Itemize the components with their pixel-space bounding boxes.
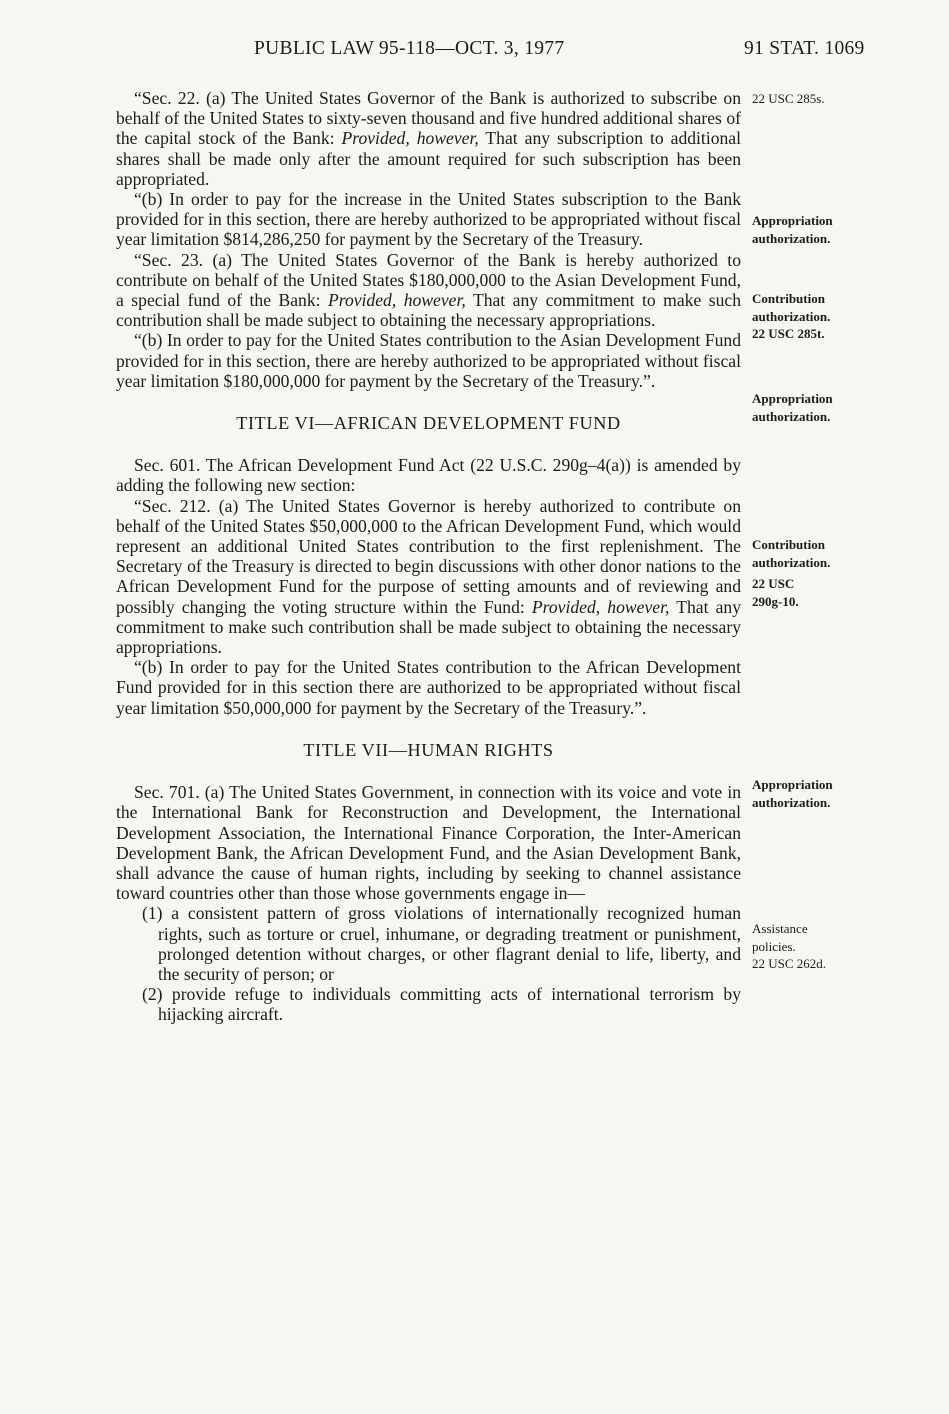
margin-note-line: authorization.	[752, 794, 831, 810]
margin-note-line: Appropriation	[752, 213, 833, 228]
margin-note-appropriation-1	[752, 212, 902, 247]
section-23-b: “(b) In order to pay for the United States contribution to the Asian Development Fund provided for in this section, there are hereby authorized to be appropriated without fiscal year limitation $180,000,000 for payment by the Secretary of the Treasury.”.	[116, 330, 741, 391]
clause-2: (2) provide refuge to individuals committing acts of international terrorism by hijacking aircraft.	[142, 984, 741, 1025]
section-22-a	[116, 88, 741, 189]
section-23-a-tail: That any commitment to make such contribution shall be made subject to obtaining the necessary appropriations.	[116, 290, 741, 331]
proviso-italic: Provided, however,	[341, 128, 479, 149]
margin-note-line: 22 USC 285s.	[752, 91, 825, 106]
section-23-a-text: “Sec. 23. (a) The United States Governor of the Bank is hereby authorized to contribute on behalf of the United States $180,000,000 to the Asian Development Fund, a special fund of the Bank:	[116, 249, 741, 311]
title-vi-heading: TITLE VI—AFRICAN DEVELOPMENT FUND	[236, 413, 621, 434]
section-212-a	[116, 496, 741, 658]
margin-note-line: authorization.	[752, 308, 831, 324]
section-212-b: “(b) In order to pay for the United States contribution to the African Development Fund provided for in this section there are authorized to be appropriated without fiscal year limitation $50,000,000 for payment by the Secretary of the Treasury.”.	[116, 657, 741, 718]
section-22-a-tail: That any subscription to additional shares shall be made only after the amount required for such subscription has been appropriated.	[116, 128, 742, 189]
margin-note-contribution-1	[752, 290, 902, 343]
margin-note-line: Appropriation	[752, 391, 833, 406]
proviso-italic: Provided, however,	[328, 290, 466, 311]
margin-note-appropriation-2	[752, 390, 902, 425]
margin-note-line: authorization.	[752, 230, 831, 246]
margin-note-assistance-policies	[752, 920, 902, 973]
section-701: Sec. 701. (a) The United States Government, in connection with its voice and vote in the International Bank for Reconstruction and Development, the International Development Association, the International Finance Corporation, the Inter-American Development Bank, the African Development Fund, and the Asian Development Bank, shall advance the cause of human rights, including by seeking to channel assistance toward countries other than those whose governments engage in—	[116, 782, 741, 904]
margin-note-line: Assistance	[752, 921, 808, 936]
margin-note-line: Appropriation	[752, 777, 833, 792]
page-header	[116, 38, 886, 66]
section-22-b: “(b) In order to pay for the increase in the United States subscription to the Bank provided for in this section, there are hereby authorized to be appropriated without fiscal year limitation $814,286,250 for payment by the Secretary of the Treasury.	[116, 189, 741, 250]
section-212-a-text: “Sec. 212. (a) The United States Governor is hereby authorized to contribute on behalf of the United States $50,000,000 to the African Development Fund, which would represent an additional United States contribution to the first replenishment. The Secretary of the Treasury is directed to begin discussions with other donor nations to the African Development Fund for the purpose of setting amounts and of reviewing and possibly changing the voting structure within the Fund:	[116, 495, 741, 617]
margin-note-line: 22 USC 262d.	[752, 956, 827, 971]
proviso-italic: Provided, however,	[531, 596, 670, 617]
margin-note-line: policies.	[752, 938, 796, 954]
page-body	[116, 88, 741, 1025]
margin-note-contribution-2	[752, 536, 902, 610]
margin-note-line: 22 USC	[752, 576, 795, 591]
section-212-a-tail: That any commitment to make such contribution shall be made subject to obtaining the necessary appropriations.	[116, 596, 742, 658]
margin-note-appropriation-3	[752, 776, 902, 811]
section-601: Sec. 601. The African Development Fund Act (22 U.S.C. 290g–4(a)) is amended by adding the following new section:	[116, 455, 741, 496]
header-stat-citation: 91 STAT. 1069	[744, 38, 865, 59]
margin-note-line: 290g-10.	[752, 593, 799, 609]
margin-note-22-usc-285s	[752, 90, 902, 108]
clause-1: (1) a consistent pattern of gross violations of internationally recognized human rights, such as torture or cruel, inhumane, or degrading treatment or punishment, prolonged detention without charges, or other flagrant denial to life, liberty, and the security of person; or	[142, 903, 741, 984]
margin-note-line: 22 USC 285t.	[752, 326, 825, 341]
header-title: PUBLIC LAW 95-118—OCT. 3, 1977	[254, 38, 565, 59]
margin-note-line: Contribution	[752, 291, 825, 306]
margin-note-line: authorization.	[752, 408, 831, 424]
title-vii-heading: TITLE VII—HUMAN RIGHTS	[303, 739, 554, 760]
margin-note-line: Contribution	[752, 537, 825, 552]
section-22-a-text: “Sec. 22. (a) The United States Governor of the Bank is authorized to subscribe on behalf of the United States to sixty-seven thousand and five hundred additional shares of the capital stock of the Bank:	[116, 88, 741, 149]
section-23-a	[116, 250, 741, 331]
margin-note-line: authorization.	[752, 554, 831, 570]
